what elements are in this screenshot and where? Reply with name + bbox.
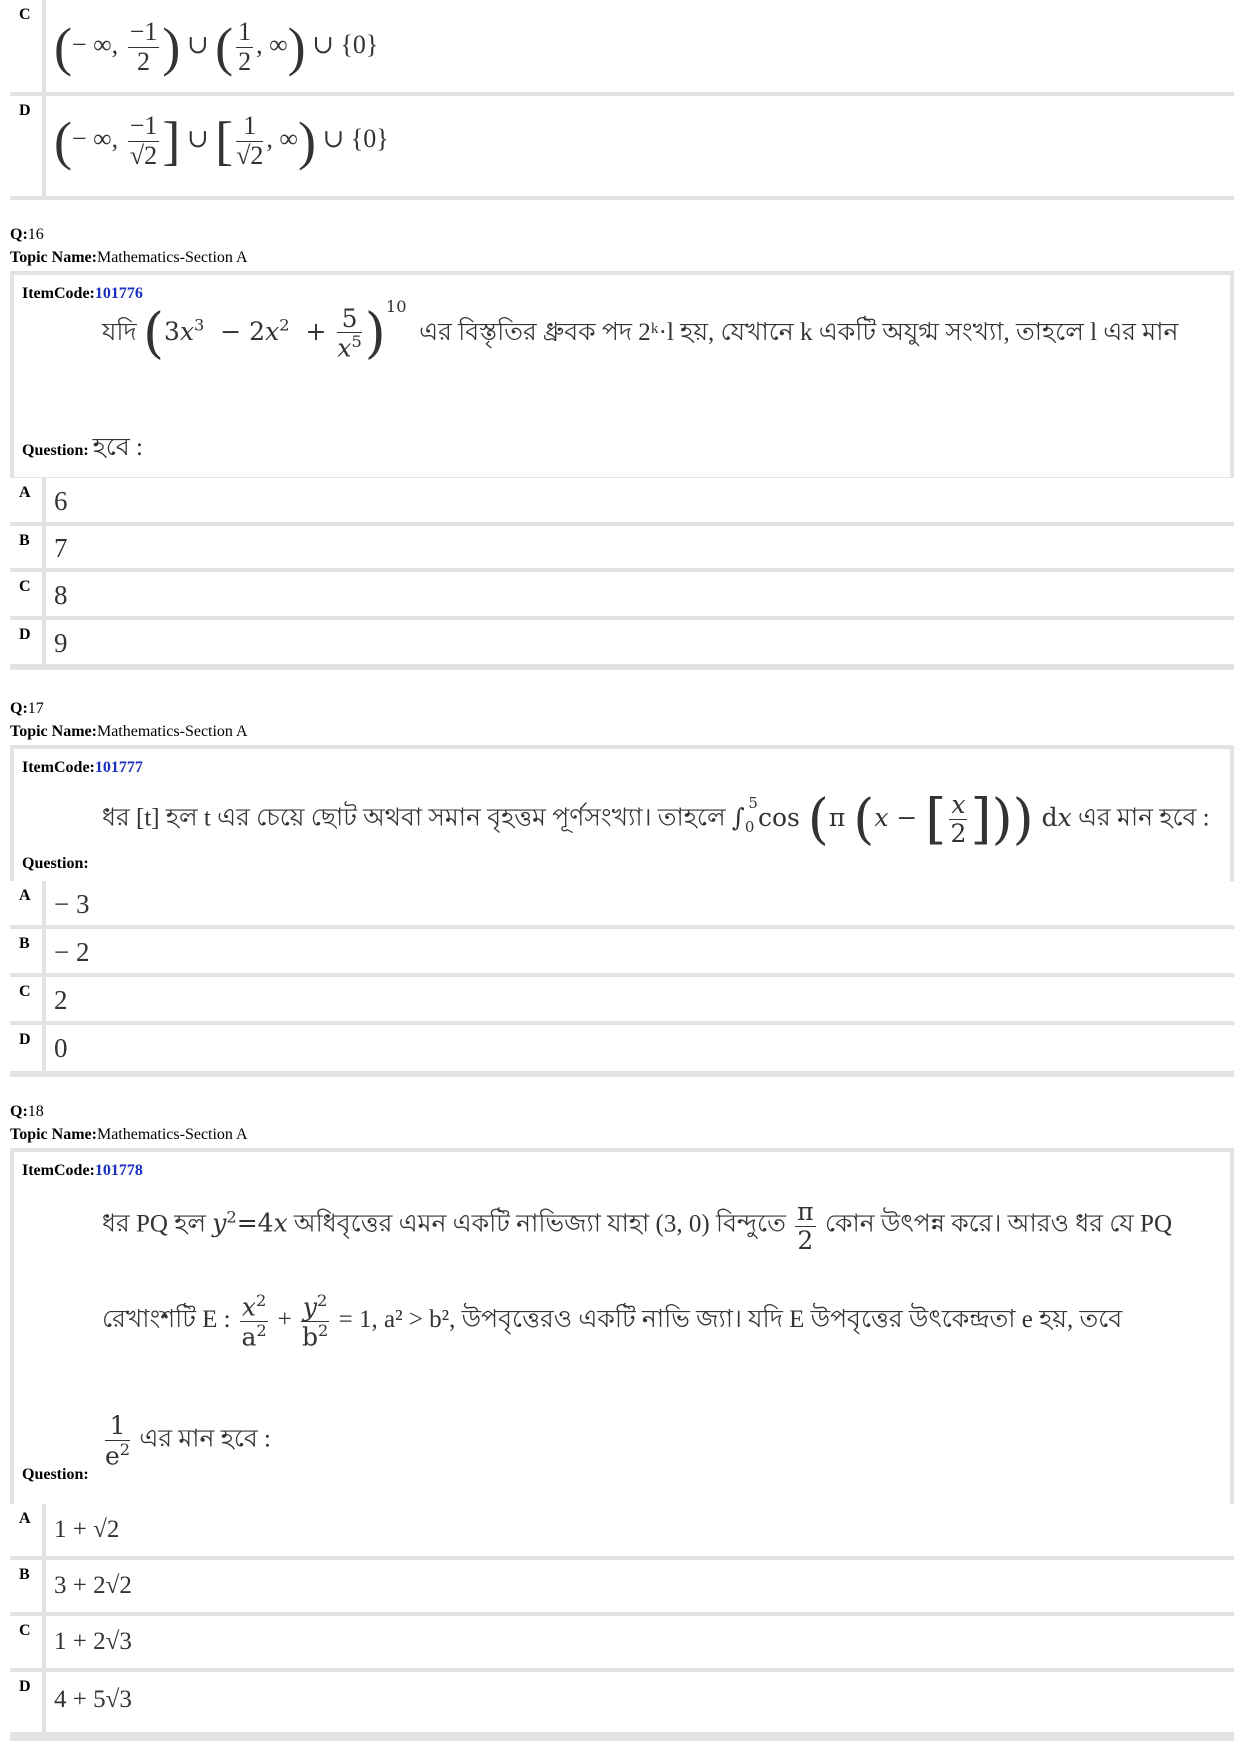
option-value: − 3 — [54, 889, 90, 919]
question-text-line2: রেখাংশটি E : $\frac{x^2}{a^2}$ + $\frac{y^2}{b^2}$ = 1, a² > b², উপবৃত্তেরও একটি নাভি জ্যা। যদি E উপবৃত্তের উৎকেন্দ্রতা e হয়, তবে — [102, 1291, 1123, 1352]
option-row[interactable] — [10, 1025, 1234, 1071]
options-block — [10, 1504, 1234, 1741]
question-label: Question: — [22, 855, 89, 872]
question-number: Q:18 — [10, 1103, 44, 1120]
option-value: 0 — [54, 1033, 68, 1063]
option-value: (− ∞, $\frac{-1}{2}$ ) ∪ ( $\frac{1}{2}$ , ∞) ∪ {0} — [54, 17, 379, 78]
option-value: 7 — [54, 533, 68, 563]
item-code: ItemCode:101776 — [22, 285, 143, 302]
option-label: C — [10, 977, 42, 1021]
option-label: A — [10, 1504, 42, 1556]
topic-name: Topic Name:Mathematics-Section A — [10, 249, 248, 266]
option-label: C — [10, 572, 42, 616]
options-block — [10, 881, 1234, 1077]
option-label: D — [10, 1672, 42, 1732]
option-row[interactable] — [10, 881, 1234, 925]
option-row[interactable] — [10, 620, 1234, 664]
option-label: B — [10, 526, 42, 568]
question-card — [10, 745, 1234, 885]
option-value: 1 + 2√3 — [54, 1628, 132, 1655]
option-value: − 2 — [54, 937, 90, 967]
option-value: 1 + √2 — [54, 1516, 120, 1543]
option-row[interactable] — [10, 0, 1234, 92]
option-row[interactable] — [10, 977, 1234, 1021]
option-label: A — [10, 478, 42, 522]
question-number: Q:17 — [10, 700, 44, 717]
question-text-line1: ধর PQ হল $y^2=4x$ অধিবৃত্তের এমন একটি নাভিজ্যা যাহা (3, 0) বিন্দুতে $\frac{\pi}{2}$ কোন উৎপন্ন করে। আরও ধর যে PQ — [102, 1197, 1173, 1255]
prev-options — [10, 0, 1234, 200]
option-row[interactable] — [10, 1672, 1234, 1732]
option-value: 2 — [54, 985, 68, 1015]
option-label: D — [10, 1025, 42, 1071]
option-label: B — [10, 929, 42, 973]
option-row[interactable] — [10, 526, 1234, 568]
option-row[interactable] — [10, 1504, 1234, 1556]
option-label: D — [10, 620, 42, 664]
option-row[interactable] — [10, 478, 1234, 522]
option-value: 9 — [54, 628, 68, 658]
option-label: A — [10, 881, 42, 925]
option-row[interactable] — [10, 96, 1234, 196]
option-value: 6 — [54, 486, 68, 516]
item-code: ItemCode:101777 — [22, 759, 143, 776]
option-value: 8 — [54, 580, 68, 610]
question-label: Question: হবে : — [22, 434, 143, 461]
option-label: D — [10, 96, 42, 196]
options-block — [10, 478, 1234, 670]
question-label: Question: — [22, 1466, 89, 1483]
topic-name: Topic Name:Mathematics-Section A — [10, 1126, 248, 1143]
question-text: যদি ($3x^3 - 2x^2$ + $\frac{5}{x^5}$ )$^{10}$ এর বিস্তৃতির ধ্রুবক পদ 2ᵏ·l হয়, যেখানে k একটি অযুগ্ম সংখ্যা, তাহলে l এর মান — [102, 297, 1179, 365]
option-label: C — [10, 1616, 42, 1668]
question-text-line3: $\frac{1}{e^2}$ এর মান হবে : — [105, 1411, 272, 1470]
question-card — [10, 1148, 1234, 1508]
option-row[interactable] — [10, 1560, 1234, 1612]
question-card — [10, 271, 1234, 481]
option-row[interactable] — [10, 929, 1234, 973]
option-value: 3 + 2√2 — [54, 1572, 132, 1599]
option-row[interactable] — [10, 572, 1234, 616]
topic-name: Topic Name:Mathematics-Section A — [10, 723, 248, 740]
option-value: 4 + 5√3 — [54, 1686, 132, 1713]
item-code: ItemCode:101778 — [22, 1162, 143, 1179]
option-value: (− ∞, $\frac{-1}{√2}$ ] ∪ [ $\frac{1}{√2}$ , ∞) ∪ {0} — [54, 111, 389, 172]
option-label: B — [10, 1560, 42, 1612]
option-row[interactable] — [10, 1616, 1234, 1668]
question-number: Q:16 — [10, 226, 44, 243]
question-text: ধর [t] হল t এর চেয়ে ছোট অথবা সমান বৃহত্তম পূর্ণসংখ্যা। তাহলে $\int_0^5\cos$ (π (x − [ $\frac{x}{2}$ ])) dx এর মান হবে : — [102, 787, 1210, 850]
option-label: C — [10, 0, 42, 92]
